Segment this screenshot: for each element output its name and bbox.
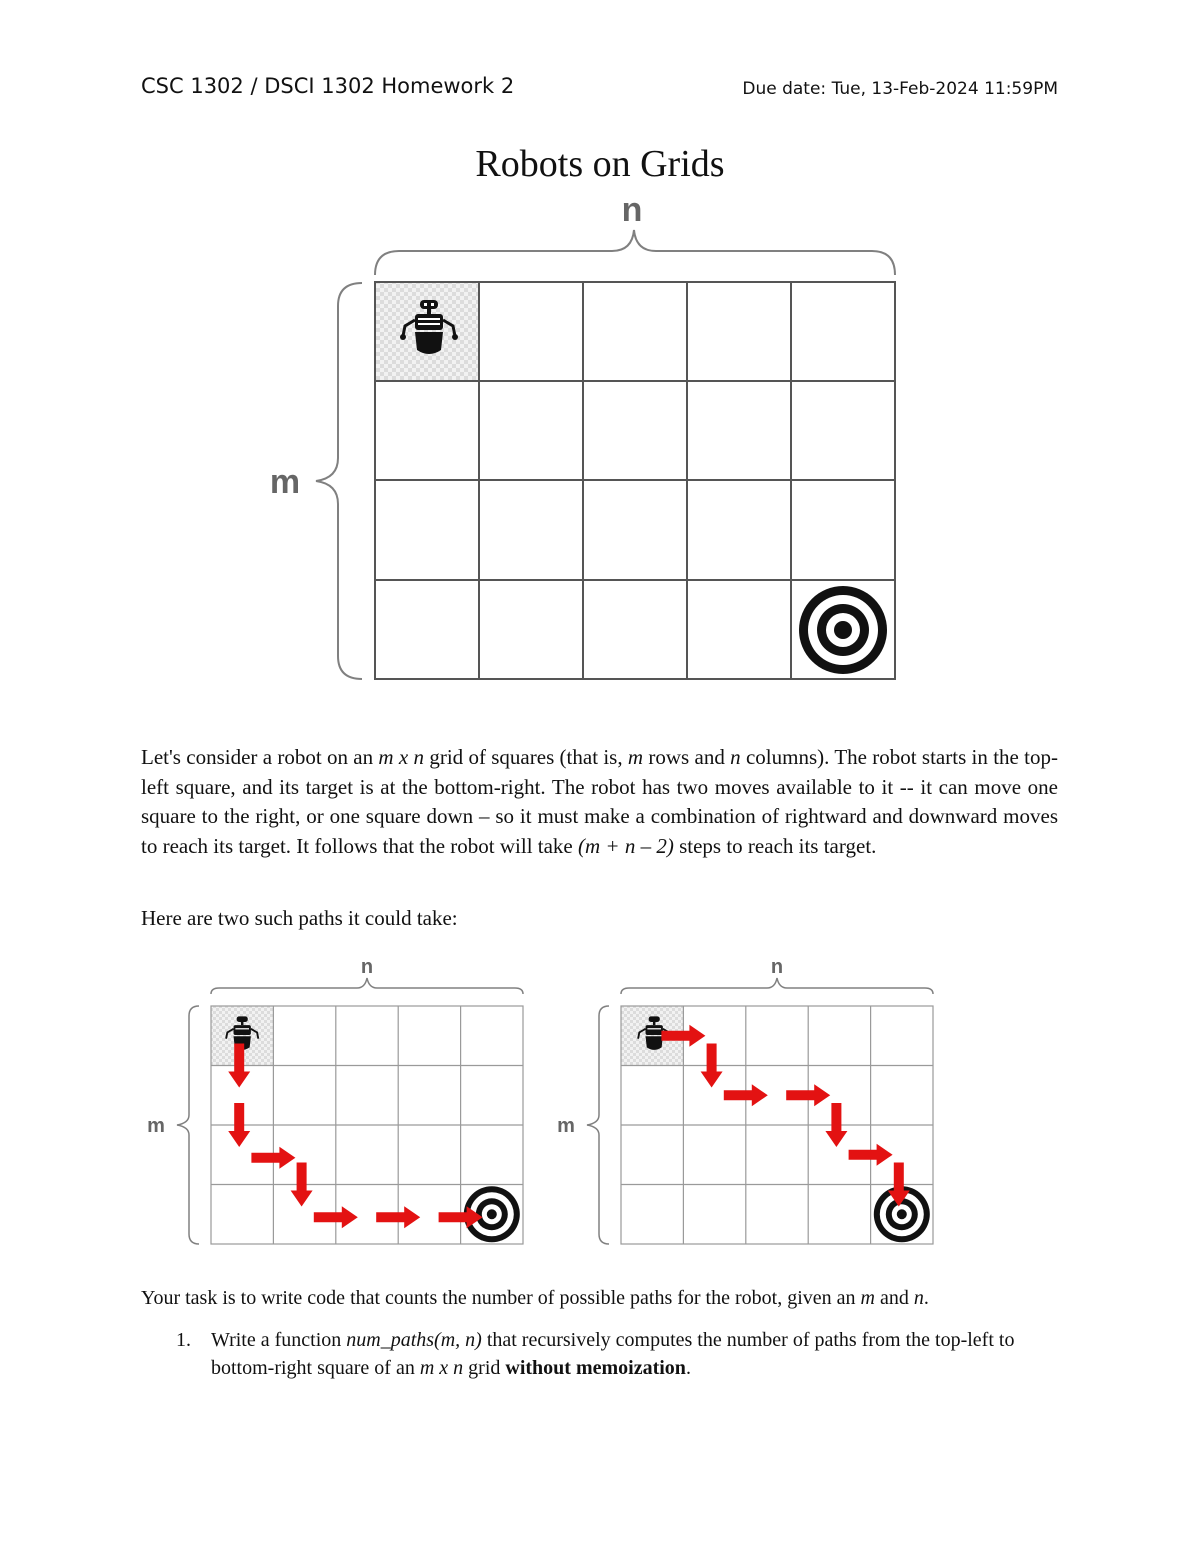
page-title: Robots on Grids — [475, 143, 725, 185]
top-brace — [375, 230, 895, 275]
main-grid-diagram — [0, 190, 1200, 690]
path-example-1 — [147, 956, 523, 1244]
no-memoization: without memoization — [505, 1357, 686, 1379]
list-number: 1. — [176, 1329, 191, 1351]
paths-intro: Here are two such paths it could take: — [141, 906, 458, 930]
path-example-2 — [557, 956, 933, 1244]
function-name: num_paths(m, n) — [346, 1329, 482, 1351]
list-text: Write a function num_paths(m, n) that recursively computes the number of paths from the top-left to bottom-right square of an m x n grid without memoization. — [211, 1329, 1015, 1379]
left-brace — [587, 1006, 609, 1244]
left-brace — [316, 283, 362, 679]
task-statement: Your task is to write code that counts the number of possible paths for the robot, given an m and n. — [141, 1287, 929, 1309]
path-examples — [0, 940, 1200, 1260]
cols-label: n — [621, 191, 643, 229]
left-brace — [177, 1006, 199, 1244]
target-icon — [799, 586, 887, 674]
due-date: Due date: Tue, 13-Feb-2024 11:59PM — [742, 79, 1058, 99]
rows-label: m — [557, 1115, 575, 1137]
course-title: CSC 1302 / DSCI 1302 Homework 2 — [141, 74, 515, 98]
intro-paragraph: Let's consider a robot on an m x n grid of squares (that is, m rows and n columns). The robot starts in the top-left square, and its target is at the bottom-right. The robot has two moves available to it -- it can move one square to the right, or one square down – so it must make a combination of rightward and downward moves to reach its target. It follows that the robot will take (m + n – 2) steps to reach its target. — [141, 745, 1058, 858]
top-brace — [621, 978, 933, 994]
rows-label: m — [269, 463, 301, 501]
top-brace — [211, 978, 523, 994]
cols-label: n — [770, 956, 784, 978]
rows-label: m — [147, 1115, 165, 1137]
start-cell — [375, 282, 479, 381]
cols-label: n — [360, 956, 374, 978]
steps-formula: (m + n – 2) — [578, 833, 674, 858]
